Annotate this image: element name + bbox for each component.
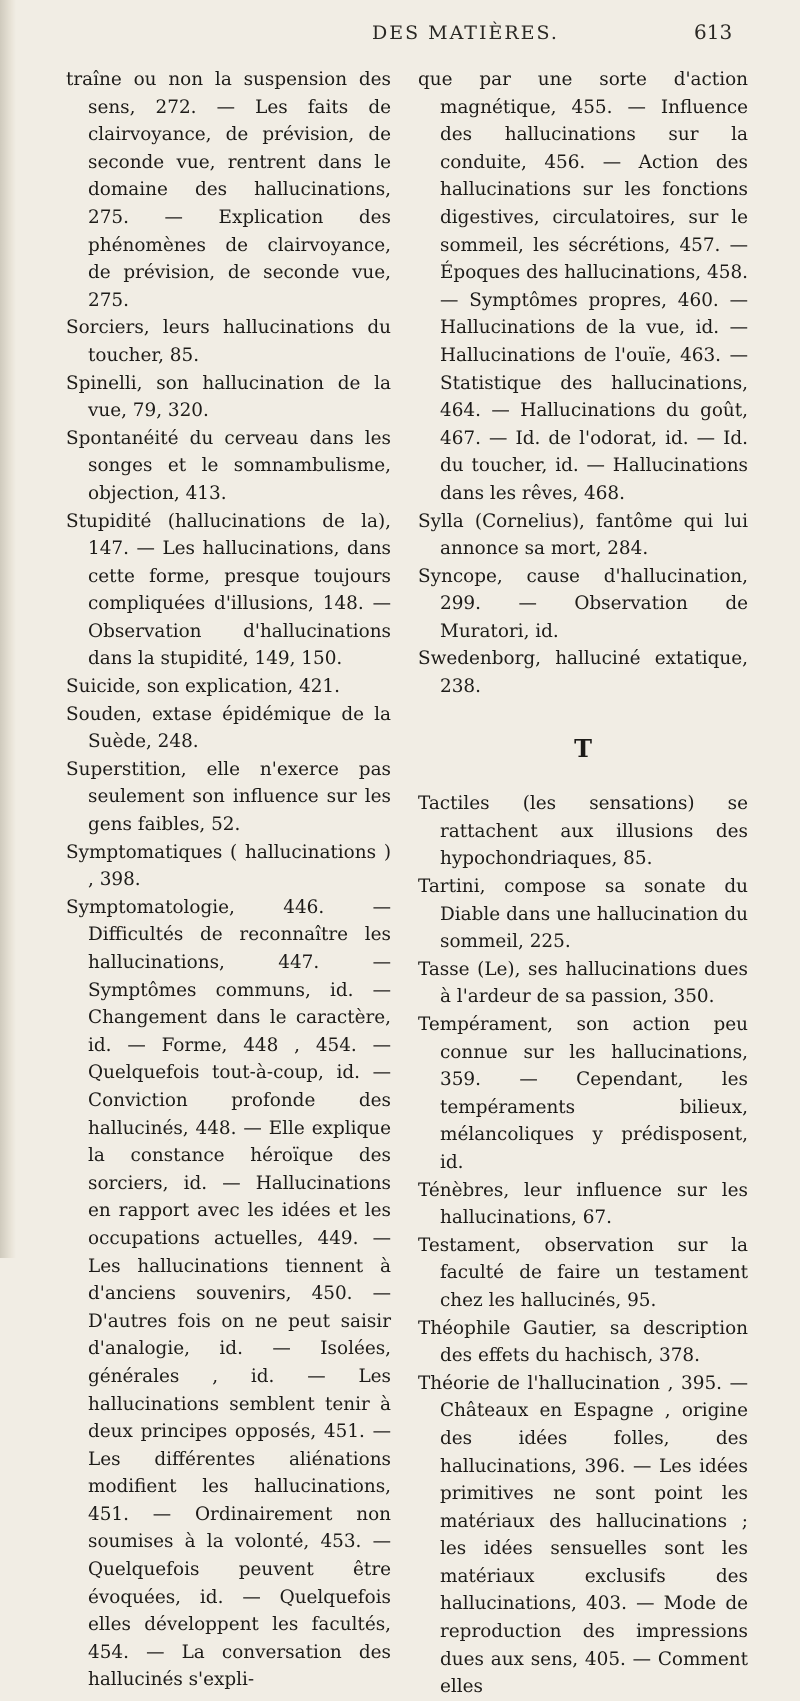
- index-entry: Suicide, son explication, 421.: [66, 676, 340, 698]
- index-entry: Ténèbres, leur influence sur les hallucinations, 67.: [418, 1179, 748, 1229]
- page-header: [0, 14, 800, 50]
- right-column: [418, 66, 748, 1701]
- index-entry: que par une sorte d'action magnétique, 455. — Influence des hallucinations sur la conduite, 456. — Action des hallucinations sur les fonctions digestives, circulatoires, sur le sommeil, les sécrétions, 457. — Époques des hallucinations, 458. — Symptômes propres, 460. — Hallucinations de la vue, id. — Hallucinations de l'ouïe, 463. — Statistique des hallucinations, 464. — Hallucinations du goût, 467. — Id. de l'odorat, id. — Id. du toucher, id. — Hallucinations dans les rêves, 468.: [418, 69, 748, 504]
- index-entry: Stupidité (hallucinations de la), 147. — Les hallucinations, dans cette forme, presque toujours compliquées d'illusions, 148. — Observation d'hallucinations dans la stupidité, 149, 150.: [66, 510, 391, 670]
- left-column: [66, 66, 391, 1694]
- index-entry: Spinelli, son hallucination de la vue, 79, 320.: [66, 372, 391, 422]
- index-entry: Tempérament, son action peu connue sur les hallucinations, 359. — Cependant, les tempéraments bilieux, mélancoliques y prédisposent, id.: [418, 1014, 748, 1173]
- section-letter-heading: T: [574, 733, 592, 763]
- index-entry: Superstition, elle n'exerce pas seulement son influence sur les gens faibles, 52.: [66, 758, 391, 836]
- index-entry: Syncope, cause d'hallucination, 299. — Observation de Muratori, id.: [418, 565, 748, 642]
- running-title: DES MATIÈRES.: [372, 22, 559, 44]
- index-entry: Tasse (Le), ses hallucinations dues à l'ardeur de sa passion, 350.: [418, 958, 748, 1008]
- page-number: 613: [694, 20, 733, 44]
- index-entry: Sorciers, leurs hallucinations du toucher, 85.: [66, 317, 391, 366]
- index-entry: Sylla (Cornelius), fantôme qui lui annonce sa mort, 284.: [418, 510, 748, 560]
- index-entry: Théophile Gautier, sa description des effets du hachisch, 378.: [418, 1317, 748, 1367]
- index-entry: Testament, observation sur la faculté de faire un testament chez les hallucinés, 95.: [418, 1234, 748, 1311]
- index-entry: Swedenborg, halluciné extatique, 238.: [418, 648, 748, 698]
- index-entry: Tactiles (les sensations) se rattachent aux illusions des hypochondriaques, 85.: [418, 793, 748, 870]
- page-binding-edge: [0, 0, 16, 1258]
- index-entry: traîne ou non la suspension des sens, 272. — Les faits de clairvoyance, de prévision, de seconde vue, rentrent dans le domaine des hallucinations, 275. — Explication des phénomènes de clairvoyance, de prévision, de seconde vue, 275.: [66, 69, 391, 311]
- index-entry: Spontanéité du cerveau dans les songes et le somnambulisme, objection, 413.: [66, 427, 391, 504]
- index-entry: Théorie de l'hallucination , 395. — Châteaux en Espagne , origine des idées folles, des hallucinations, 396. — Les idées primitives ne sont point les matériaux des hallucinations ; les idées sensuelles sont les matériaux exclusifs des hallucinations, 403. — Mode de reproduction des impressions dues aux sens, 405. — Comment elles: [418, 1372, 748, 1698]
- index-entry: Symptomatiques ( hallucinations ) , 398.: [66, 841, 391, 891]
- index-entry: Souden, extase épidémique de la Suède, 248.: [66, 703, 391, 753]
- index-entry: Tartini, compose sa sonate du Diable dans une hallucination du sommeil, 225.: [418, 876, 748, 953]
- index-entry: Symptomatologie, 446. — Difficultés de reconnaître les hallucinations, 447. — Symptômes communs, id. — Changement dans le caractère, id. — Forme, 448 , 454. — Quelquefois tout-à-coup, id. — Conviction profonde des hallucinés, 448. — Elle explique la constance héroïque des sorciers, id. — Hallucinations en rapport avec les idées et les occupations actuelles, 449. — Les hallucinations tiennent à d'anciens souvenirs, 450. — D'autres fois on ne peut saisir d'analogie, id. — Isolées, générales , id. — Les hallucinations semblent tenir à deux principes opposés, 451. — Les différentes aliénations modifient les hallucinations, 451. — Ordinairement non soumises à la volonté, 453. — Quelquefois peuvent être évoquées, id. — Quelquefois elles développent les facultés, 454. — La conversation des hallucinés s'expli-: [66, 896, 391, 1691]
